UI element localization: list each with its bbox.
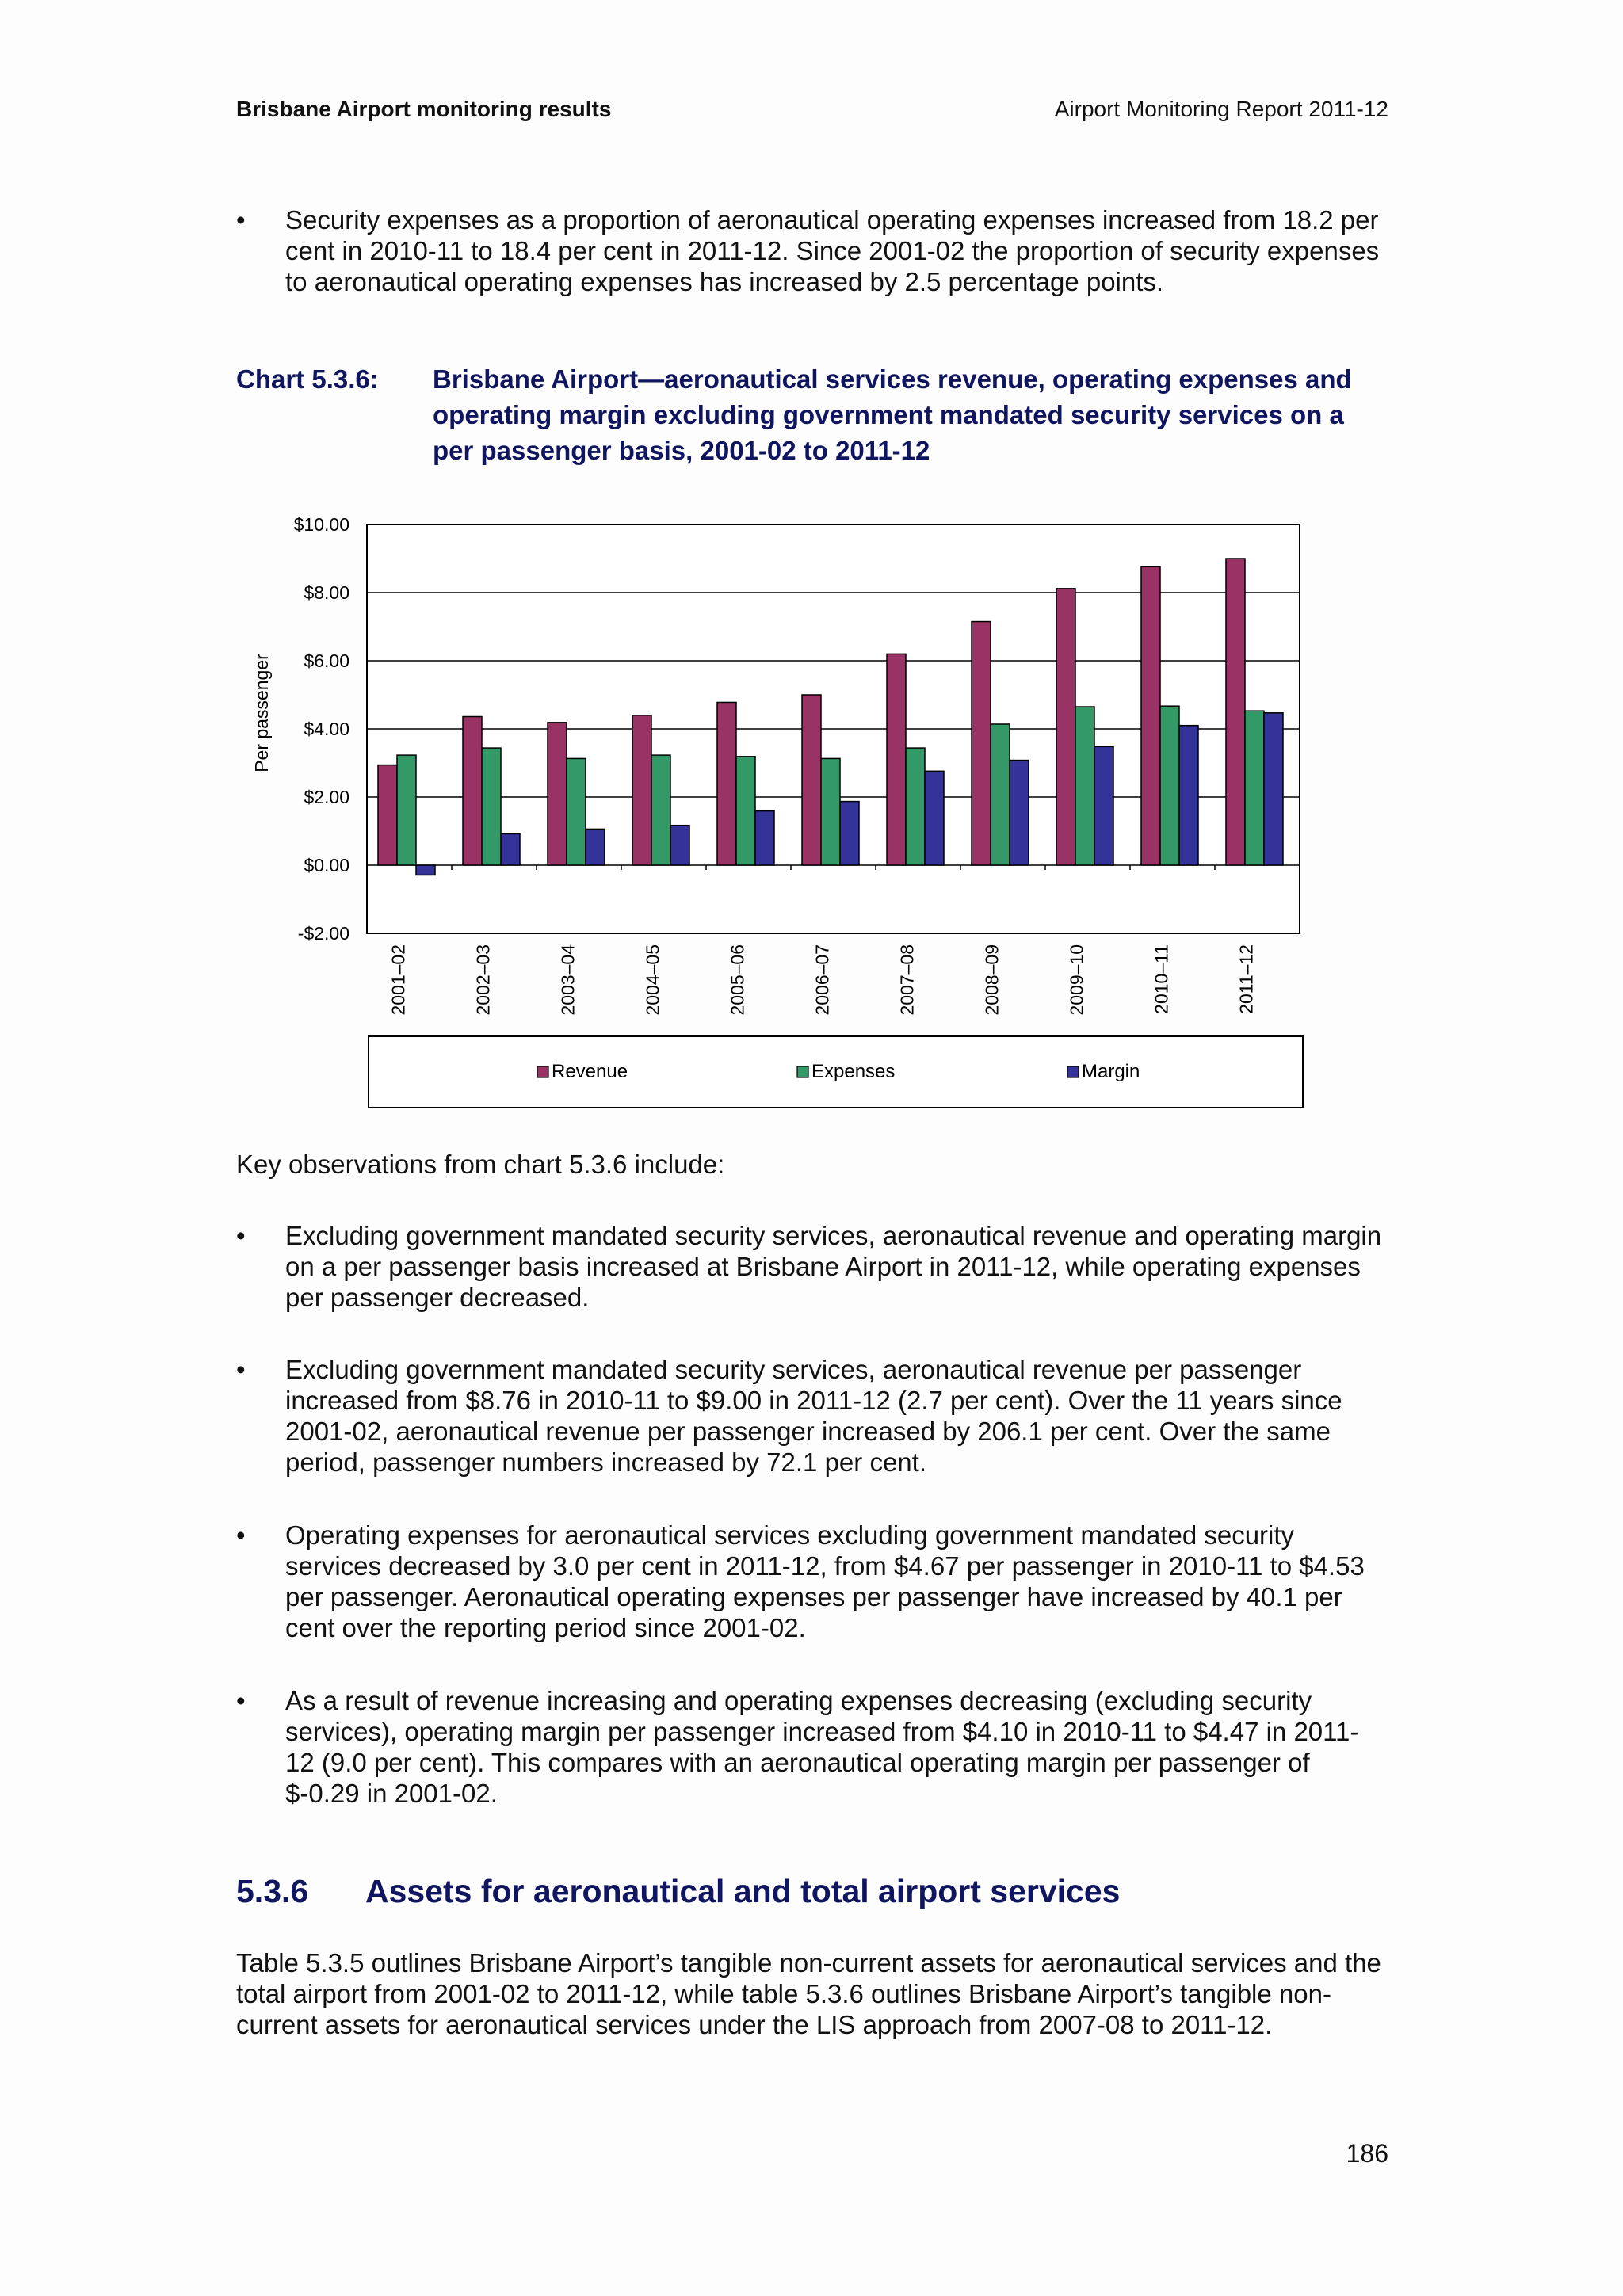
bar-expenses — [906, 748, 925, 865]
bullet-text: As a result of revenue increasing and operating expenses decreasing (excluding security services), operating margin per passenger increased from $4.10 in 2010-11 to $4.47 in 2011-12 (9.0 per cent). This compares with an aeronautical operating margin per passenger of $-0.29 in 2001-02. — [285, 1686, 1359, 1808]
x-tick-label: 2005–06 — [727, 944, 748, 1016]
chart-number: Chart 5.3.6: — [236, 364, 379, 394]
bullet-text: Excluding government mandated security services, aeronautical revenue per passenger increased from $8.76 in 2010-11 to $9.00 in 2011-12 (2.7 per cent). Over the 11 years since 2001-02, aeronautical revenue per passenger increased by 206.1 per cent. Over the same period, passenger numbers increased by 72.1 per cent. — [285, 1355, 1342, 1477]
bar-revenue — [972, 622, 991, 865]
bar-expenses — [482, 748, 501, 865]
header-right: Airport Monitoring Report 2011-12 — [1054, 97, 1388, 121]
bar-expenses — [821, 758, 840, 865]
bullet-text: Excluding government mandated security services, aeronautical revenue and operating margin on a per passenger basis increased at Brisbane Airport in 2011-12, while operating expenses per passenger decreased. — [285, 1221, 1382, 1312]
bar-revenue — [378, 765, 397, 865]
legend-label: Margin — [1082, 1061, 1140, 1082]
bar-margin — [670, 826, 689, 865]
section-number: 5.3.6 — [236, 1873, 309, 1909]
bullet-dot: • — [236, 1355, 246, 1384]
plot-area — [251, 514, 1303, 1108]
legend-swatch-revenue — [537, 1066, 548, 1077]
x-tick-label: 2002–03 — [472, 944, 494, 1016]
bullet-dot: • — [236, 1221, 246, 1250]
bar-margin — [501, 833, 520, 865]
legend-label: Expenses — [812, 1061, 896, 1082]
x-tick-label: 2009–10 — [1066, 944, 1087, 1016]
chart-title: Brisbane Airport—aeronautical services revenue, operating expenses and operating margin excluding government mandated security services on a per passenger basis, 2001-02 to 2011-12 — [433, 364, 1352, 465]
x-tick-label: 2010–11 — [1151, 944, 1172, 1014]
bar-margin — [586, 829, 605, 865]
bar-revenue — [1056, 589, 1075, 865]
y-tick-label: $10.00 — [293, 514, 349, 535]
bar-margin — [925, 771, 944, 865]
bar-margin — [1264, 713, 1283, 865]
x-tick-label: 2011–12 — [1235, 944, 1257, 1014]
y-tick-label: $0.00 — [304, 855, 349, 875]
x-tick-label: 2006–07 — [812, 944, 833, 1016]
y-tick-label: $2.00 — [304, 787, 349, 807]
bullet-text: Security expenses as a proportion of aeronautical operating expenses increased from 18.2 per cent in 2010-11 to 18.4 per cent in 2011-12. Since 2001-02 the proportion of security expenses to aeronautical operating expenses has increased by 2.5 percentage points. — [285, 205, 1380, 296]
page-number: 186 — [1346, 2139, 1388, 2168]
section-title: Assets for aeronautical and total airport services — [365, 1873, 1121, 1909]
y-tick-label: $6.00 — [304, 650, 349, 671]
bar-margin — [840, 802, 859, 865]
bar-expenses — [736, 757, 755, 865]
bullet-text: Operating expenses for aeronautical services excluding government mandated security services decreased by 3.0 per cent in 2011-12, from $4.67 per passenger in 2010-11 to $4.53 per passenger. Aeronautical operating expenses per passenger have increased by 40.1 per cent over the reporting period since 2001-02. — [285, 1520, 1365, 1642]
legend-swatch-margin — [1067, 1066, 1079, 1077]
bar-margin — [416, 865, 435, 875]
bar-expenses — [567, 758, 586, 865]
bar-revenue — [1141, 566, 1160, 865]
bar-margin — [1179, 726, 1198, 865]
bar-expenses — [397, 755, 416, 865]
bar-chart — [238, 499, 1316, 1117]
bar-expenses — [651, 755, 670, 865]
header-left: Brisbane Airport monitoring results — [236, 97, 612, 121]
bar-margin — [755, 811, 774, 865]
bar-expenses — [991, 724, 1010, 865]
bar-revenue — [463, 717, 482, 865]
bar-revenue — [887, 654, 906, 865]
bar-revenue — [632, 715, 651, 865]
bar-expenses — [1160, 706, 1179, 865]
y-axis-label: Per passenger — [251, 654, 272, 772]
x-tick-label: 2004–05 — [642, 944, 663, 1016]
x-tick-label: 2003–04 — [557, 944, 579, 1016]
bar-margin — [1094, 746, 1113, 865]
bar-expenses — [1245, 711, 1264, 865]
bar-revenue — [717, 702, 736, 865]
bullet-dot: • — [236, 205, 246, 235]
legend-swatch-expenses — [797, 1066, 808, 1077]
x-tick-label: 2001–02 — [388, 944, 409, 1016]
legend-label: Revenue — [552, 1061, 628, 1082]
bullet-dot: • — [236, 1686, 246, 1715]
y-tick-label: $4.00 — [304, 719, 349, 739]
bullet-dot: • — [236, 1520, 246, 1550]
bar-margin — [1010, 761, 1029, 865]
bar-revenue — [548, 723, 567, 865]
bar-expenses — [1075, 707, 1094, 865]
x-tick-label: 2007–08 — [896, 944, 918, 1016]
y-tick-label: -$2.00 — [297, 923, 349, 944]
x-tick-label: 2008–09 — [981, 944, 1002, 1016]
bar-revenue — [1226, 559, 1245, 865]
key-observations-intro: Key observations from chart 5.3.6 include: — [236, 1150, 725, 1179]
section-paragraph: Table 5.3.5 outlines Brisbane Airport’s tangible non-current assets for aeronautical services and the total airport from 2001-02 to 2011-12, while table 5.3.6 outlines Brisbane Airport’s tangible non-current assets for aeronautical services under the LIS approach from 2007-08 to 2011-12. — [236, 1948, 1381, 2039]
bar-revenue — [802, 695, 821, 865]
y-tick-label: $8.00 — [304, 582, 349, 603]
